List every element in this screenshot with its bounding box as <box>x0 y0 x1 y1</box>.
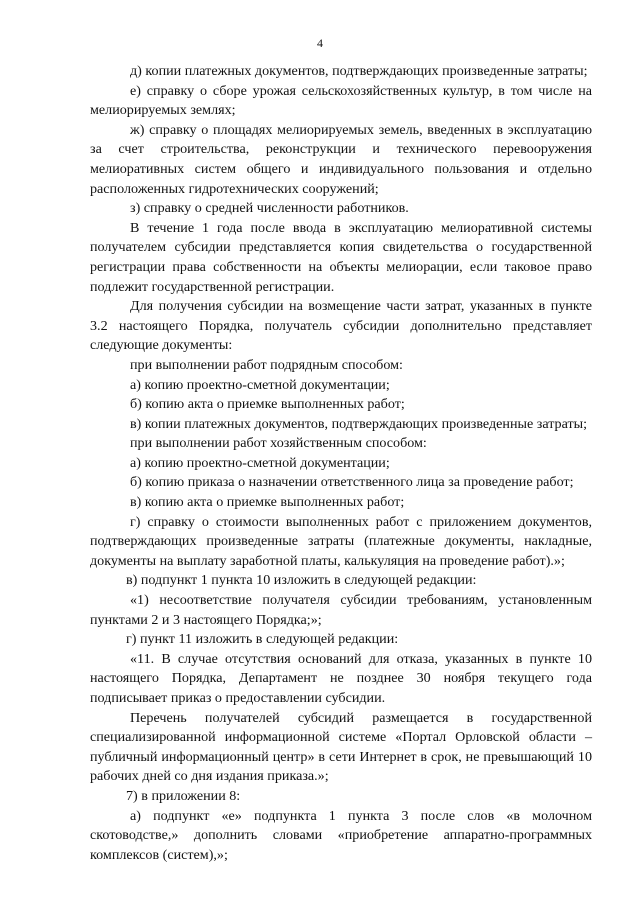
paragraph: ж) справку о площадях мелиорируемых земель, введенных в эксплуатацию за счет строительства, реконструкции и технического перевооружения мелиоративных систем общего и индивидуального пользования и отдельно расположенных гидротехнических сооружений; <box>90 121 592 197</box>
paragraph: «11. В случае отсутствия оснований для отказа, указанных в пункте 10 настоящего Порядка, Департамент не позднее 30 ноября текущего года подписывает приказ о предоставлении субсидии. <box>90 650 592 706</box>
paragraph: Для получения субсидии на возмещение части затрат, указанных в пункте 3.2 настоящего Порядка, получатель субсидии дополнительно представляет следующие документы: <box>90 298 592 354</box>
paragraph: в) копии платежных документов, подтверждающих произведенные затраты; <box>130 415 588 432</box>
paragraph: Перечень получателей субсидий размещается в государственной специализированной информационной системе «Портал Орловской области – публичный информационный центр» в сети Интернет в срок, не превышающий 10 рабочих дней со дня издания приказа.»; <box>90 709 592 785</box>
paragraph: д) копии платежных документов, подтверждающих произведенные затраты; <box>130 63 588 79</box>
paragraph: е) справку о сборе урожая сельскохозяйственных культур, в том числе на мелиорируемых землях; <box>90 82 592 119</box>
paragraph: з) справку о средней численности работников. <box>130 200 409 217</box>
paragraph: в) копию акта о приемке выполненных работ; <box>130 494 405 511</box>
paragraph: «1) несоответствие получателя субсидии требованиям, установленным пунктами 2 и 3 настоящего Порядка;»; <box>90 592 592 628</box>
page-number: 4 <box>317 36 323 50</box>
paragraph: а) копию проектно-сметной документации; <box>130 454 390 471</box>
paragraph: г) справку о стоимости выполненных работ с приложением документов, подтверждающих произведенные затраты (платежные документы, накладные, документы на выплату заработной платы, калькуляция на проведение работ).»; <box>90 513 592 569</box>
document-body <box>90 62 592 865</box>
paragraph: г) пункт 11 изложить в следующей редакции: <box>126 631 399 648</box>
paragraph: В течение 1 года после ввода в эксплуатацию мелиоративной системы получателем субсидии представляется копия свидетельства о государственной регистрации права собственности на объекты мелиорации, если таковое право подлежит государственной регистрации. <box>90 219 592 295</box>
paragraph: б) копию акта о приемке выполненных работ; <box>130 396 405 413</box>
paragraph: при выполнении работ подрядным способом: <box>130 356 403 373</box>
paragraph: в) подпункт 1 пункта 10 изложить в следующей редакции: <box>126 572 477 589</box>
paragraph: а) подпункт «е» подпункта 1 пункта 3 после слов «в молочном скотоводстве,» дополнить словами «приобретение аппаратно-программных комплексов (систем),»; <box>90 807 592 863</box>
paragraph: при выполнении работ хозяйственным способом: <box>130 435 427 452</box>
paragraph: а) копию проектно-сметной документации; <box>130 376 390 393</box>
paragraph: б) копию приказа о назначении ответственного лица за проведение работ; <box>130 474 574 491</box>
paragraph: 7) в приложении 8: <box>126 787 241 804</box>
